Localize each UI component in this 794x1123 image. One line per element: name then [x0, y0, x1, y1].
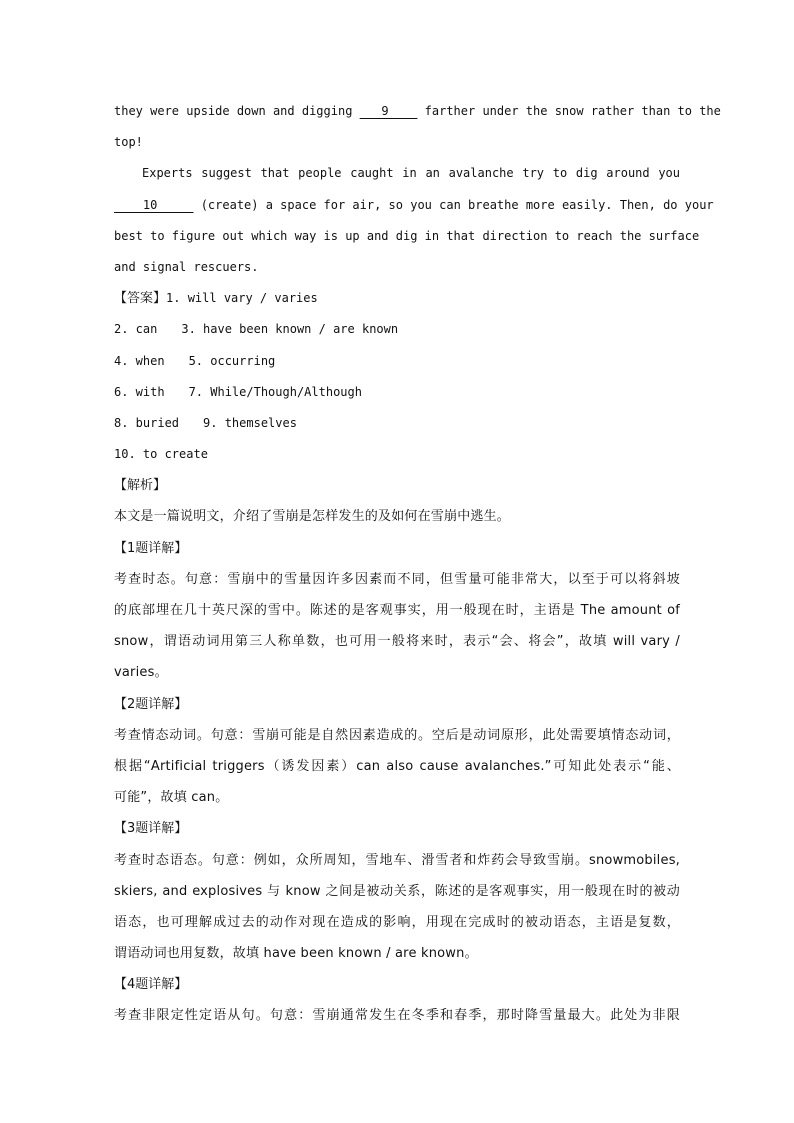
answer-label: 【答案】 [114, 291, 167, 307]
answer-line [114, 408, 680, 439]
answer-item: 8. buried [114, 415, 180, 430]
passage-line: and signal rescuers. [114, 259, 259, 274]
answer-item: 3. have been known / are known [181, 322, 399, 337]
explanation-line: snow，谓语动词用第三人称单数，也可用一般将来时，表示“会、将会”，故填 will vary / [114, 634, 680, 650]
answer-item: 6. with [114, 384, 165, 399]
explanation-line: 考查非限定性定语从句。句意：雪崩通常发生在冬季和春季，那时降雪量最大。此处为非限 [114, 1008, 680, 1024]
explanation-line: 谓语动词也用复数，故填 have been known / are known。 [114, 946, 478, 962]
passage-text: (create) a space for air, so you can breathe more easily. Then, do your [193, 197, 714, 212]
question-3-heading: 【3题详解】 [114, 821, 188, 837]
analysis-label: 【解析】 [114, 478, 167, 494]
explanation-line: skiers, and explosives 与 know 之间是被动关系，陈述的是客观事实，用一般现在时的被动 [114, 883, 680, 899]
passage-line: top! [114, 135, 143, 150]
answer-line [114, 377, 680, 408]
explanation-line: varies。 [114, 665, 168, 681]
answer-line [114, 346, 680, 377]
explanation-line: 根据“Artificial triggers（诱发因素）can also cause avalanches.”可知此处表示“能、 [114, 758, 680, 774]
passage-line: best to figure out which way is up and dig in that direction to reach the surface [114, 228, 700, 243]
blank-9: 9 [359, 104, 418, 118]
explanation-line: 考查时态。句意：雪崩中的雪量因许多因素而不同，但雪量可能非常大，以至于可以将斜坡 [114, 571, 680, 587]
explanation-line: 的底部埋在几十英尺深的雪中。陈述的是客观事实，用一般现在时，主语是 The amount of [114, 603, 680, 618]
passage-line [114, 96, 721, 127]
answer-item: 1. will vary / varies [166, 291, 318, 306]
answer-line [114, 439, 680, 470]
explanation-line: 考查时态语态。句意：例如，众所周知，雪地车、滑雪者和炸药会导致雪崩。snowmobiles, [114, 852, 680, 868]
answer-item: 5. occurring [188, 353, 276, 368]
explanation-line: 可能”，故填 can。 [114, 790, 229, 806]
question-4-heading: 【4题详解】 [114, 977, 188, 993]
passage-text: they were upside down and digging [114, 104, 360, 118]
document-page [114, 96, 721, 1032]
answer-item: 7. While/Though/Although [188, 384, 362, 399]
answer-line [114, 283, 680, 314]
blank-10: 10 [114, 197, 194, 212]
answer-line [114, 314, 680, 345]
answer-item: 10. to create [114, 447, 208, 462]
answer-item: 9. themselves [203, 415, 297, 430]
question-1-heading: 【1题详解】 [114, 540, 188, 556]
passage-line: Experts suggest that people caught in an avalanche try to dig around you [142, 166, 680, 181]
explanation-line: 考查情态动词。句意：雪崩可能是自然因素造成的。空后是动词原形，此处需要填情态动词， [114, 727, 680, 743]
question-2-heading: 【2题详解】 [114, 696, 188, 712]
analysis-intro: 本文是一篇说明文，介绍了雪崩是怎样发生的及如何在雪崩中逃生。 [114, 509, 511, 525]
answer-item: 4. when [114, 353, 165, 368]
answer-item: 2. can [114, 322, 158, 337]
passage-text: farther under the snow rather than to the [417, 104, 721, 118]
explanation-line: 语态，也可理解成过去的动作对现在造成的影响，用现在完成时的被动语态，主语是复数， [114, 914, 680, 930]
passage-line [114, 190, 714, 221]
